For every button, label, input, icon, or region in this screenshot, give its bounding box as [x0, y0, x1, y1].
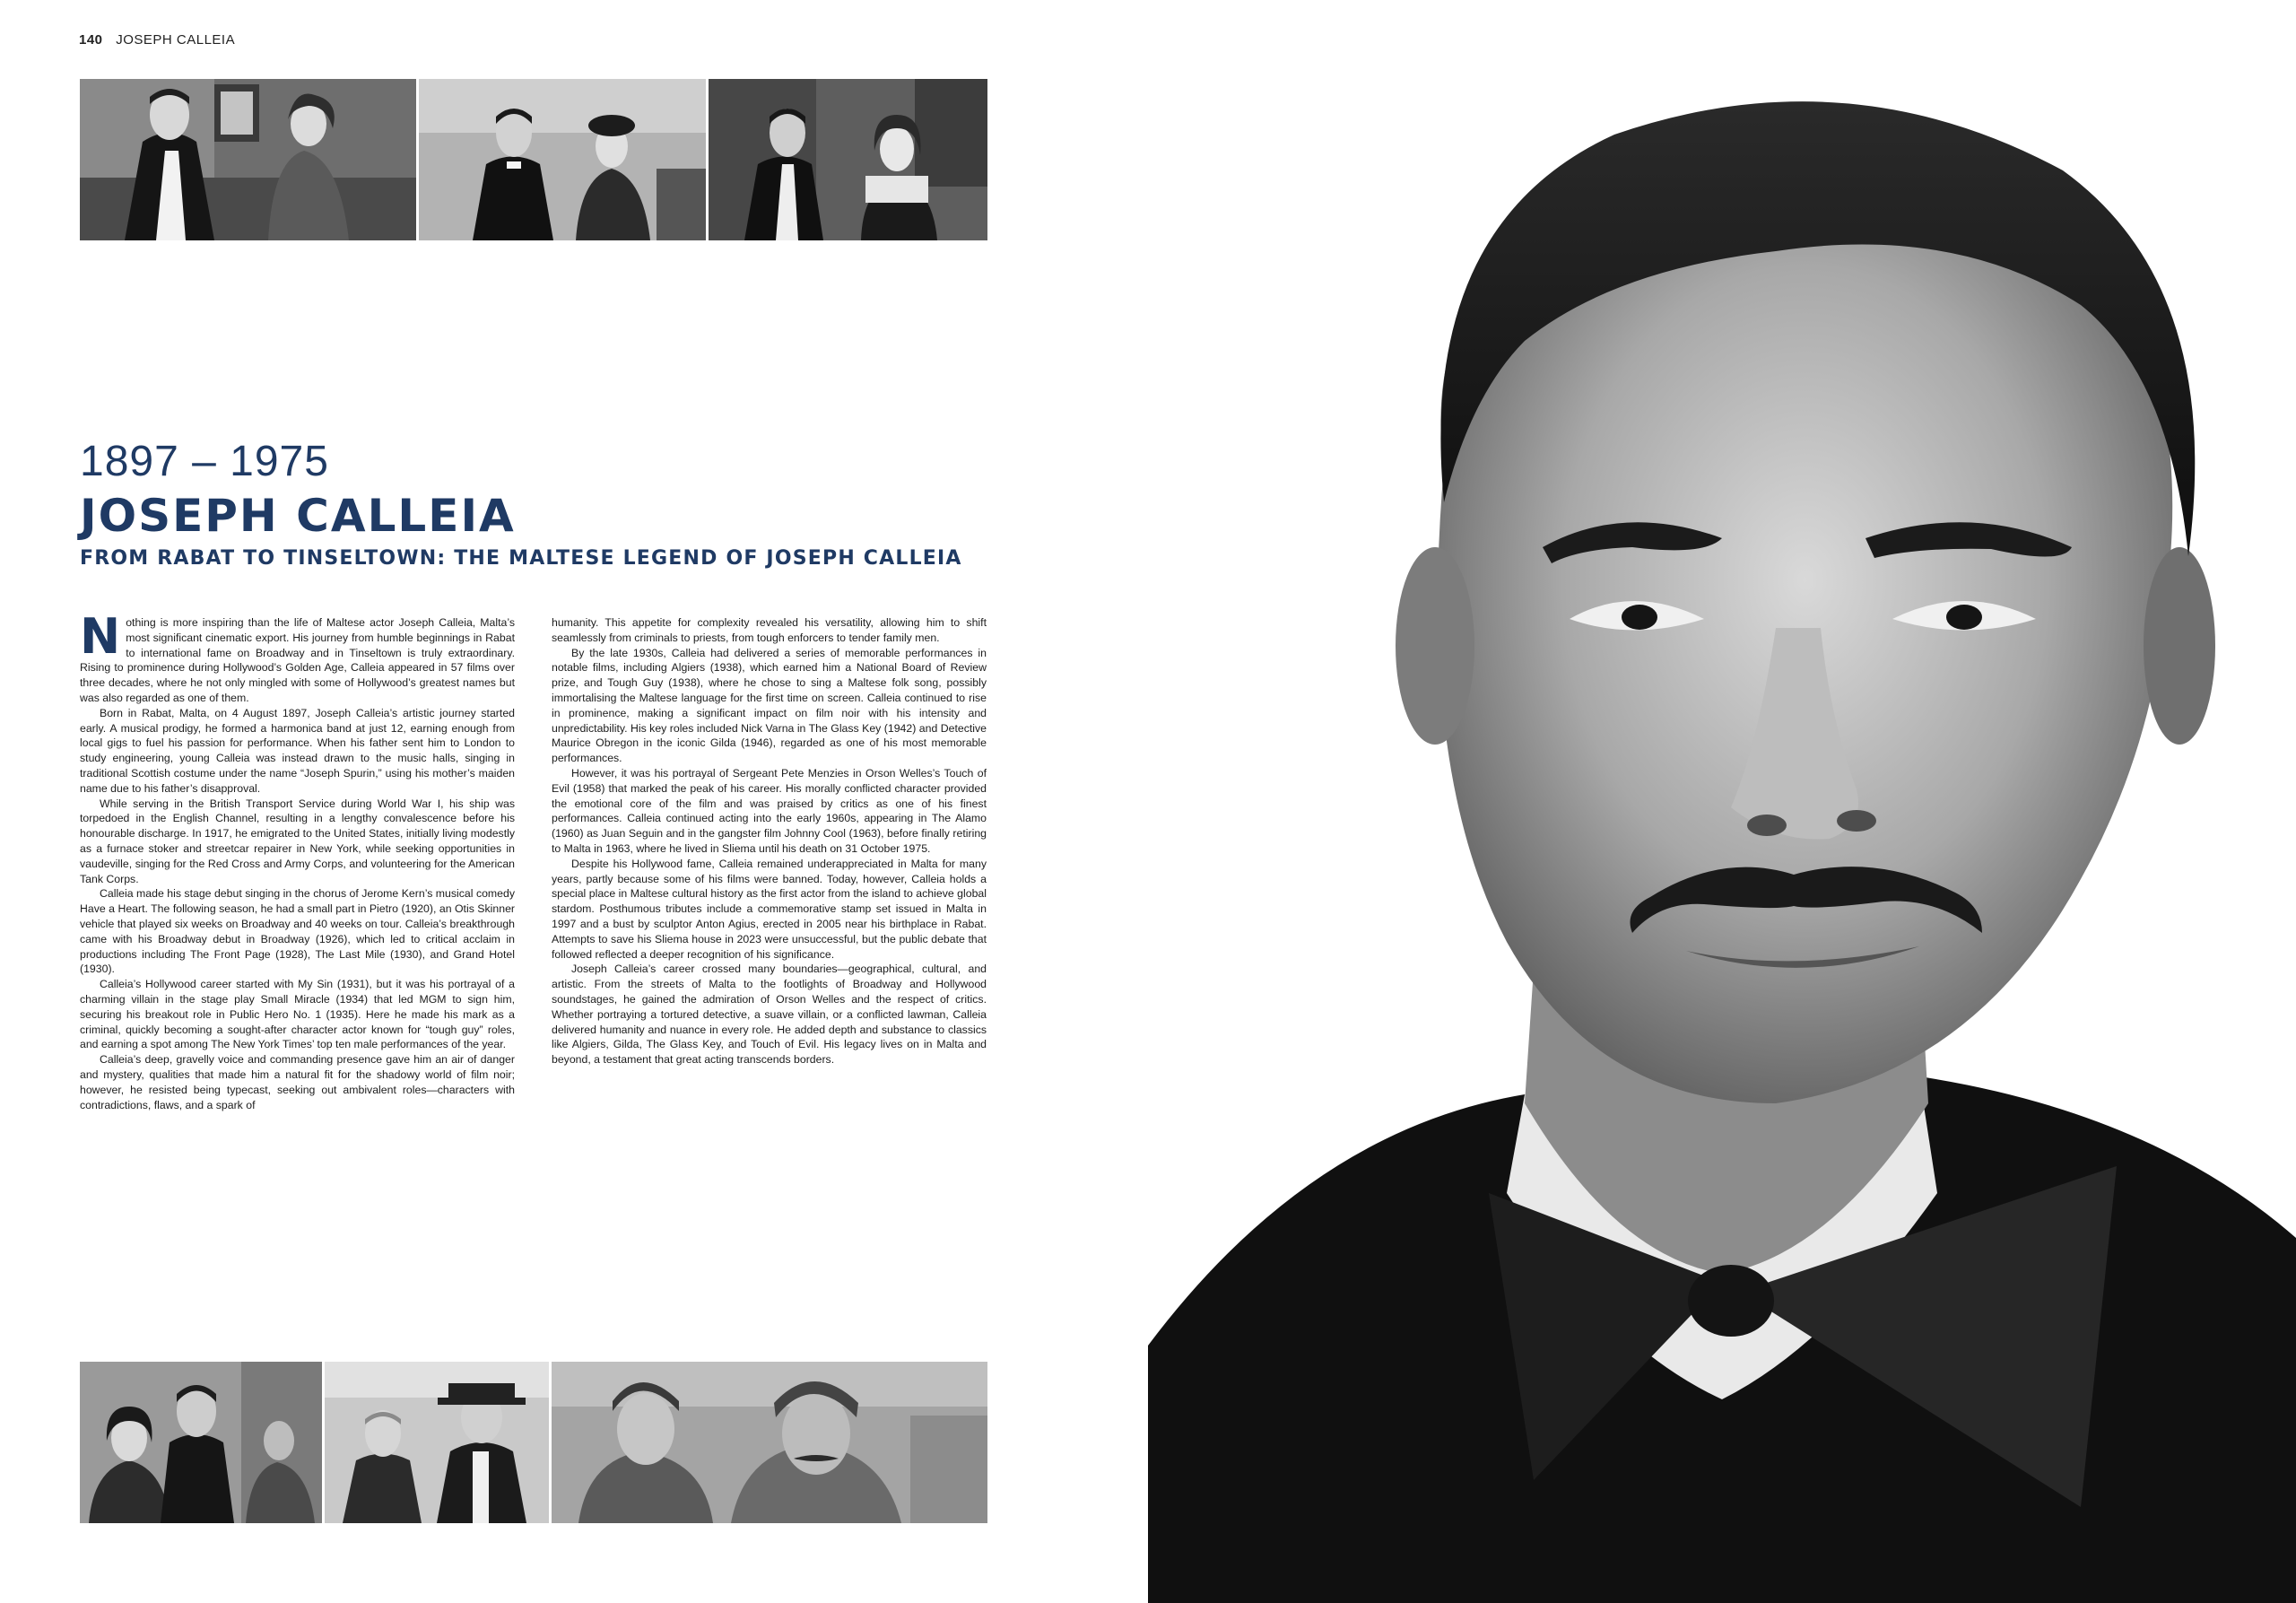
paragraph: However, it was his portrayal of Sergeant Pete Menzies in Orson Welles’s Touch of Evil (1958) that marked the peak of his career. His morally conflicted character provided the emotional core of the film and was praised by critics as one of his finest performances. Calleia continued acting into the early 1960s, appearing in The Alamo (1960) as Juan Seguin and in the gangster film Johnny Cool (1963), before finally retiring to Malta in 1963, where he lived in Sliema until his death on 31 October 1975. — [552, 766, 987, 855]
film-still-priest-woman — [419, 79, 706, 240]
film-still-fedora-men — [325, 1362, 549, 1523]
film-still-tuxedo-couple — [80, 79, 416, 240]
page-number: 140 — [79, 32, 103, 48]
life-years: 1897 – 1975 — [80, 438, 329, 485]
paragraph: Nothing is more inspiring than the life of Maltese actor Joseph Calleia, Malta’s most significant cinematic export. His journey from humble beginnings in Rabat to international fame on Broadway and in Tinseltown is truly extraordinary. Rising to prominence during Hollywood’s Golden Age, Calleia appeared in 57 films over three decades, where he not only mingled with some of Hollywood’s greatest names but was also regarded as one of them. — [80, 608, 515, 704]
film-still-two-men — [552, 1362, 987, 1523]
article-column-left — [80, 608, 515, 1112]
joseph-calleia-portrait — [1148, 0, 2296, 1603]
paragraph: humanity. This appetite for complexity revealed his versatility, allowing him to shift seamlessly from criminals to priests, from tough enforcers to tender family men. — [552, 616, 987, 644]
film-still-evening-gown — [709, 79, 987, 240]
paragraph: Calleia’s deep, gravelly voice and commanding presence gave him an air of danger and mystery, qualities that made him a natural fit for the shadowy world of film noir; however, he resisted being typecast, seeking out ambivalent roles—characters with contradictions, flaws, and a spark of — [80, 1053, 515, 1111]
paragraph: While serving in the British Transport Service during World War I, his ship was torpedoed in the English Channel, resulting in a lengthy convalescence before his honourable discharge. In 1917, he emigrated to the United States, initially living modestly as a furnace stoker and streetcar repairer in New York, while seeking opportunities in vaudeville, singing for the Red Cross and Army Corps, and volunteering for the American Tank Corps. — [80, 797, 515, 885]
article-subtitle: FROM RABAT TO TINSELTOWN: THE MALTESE LEGEND OF JOSEPH CALLEIA — [80, 547, 962, 570]
paragraph: Despite his Hollywood fame, Calleia remained underappreciated in Malta for many years, partly because some of his films were banned. Today, however, Calleia holds a special place in Maltese cultural history as the first actor from the island to achieve global stardom. Posthumous tributes include a commemorative stamp set issued in Malta in 1997 and a bust by sculptor Anton Agius, erected in 2005 near his birthplace in Rabat. Attempts to save his Sliema house in 2023 were unsuccessful, but the public debate that followed reflected a deeper recognition of his significance. — [552, 857, 987, 961]
paragraph: Calleia made his stage debut singing in the chorus of Jerome Kern’s musical comedy Have a Heart. The following season, he had a small part in Pietro (1920), an Otis Skinner vehicle that played six weeks on Broadway and 40 weeks on tour. Calleia’s breakthrough came with his Broadway debut in Broadway (1926), which led to critical acclaim in productions including The Front Page (1928), The Last Mile (1930), and Grand Hotel (1930). — [80, 887, 515, 976]
article-column-right — [552, 615, 987, 1067]
running-header — [79, 32, 235, 48]
paragraph: Born in Rabat, Malta, on 4 August 1897, Joseph Calleia’s artistic journey started early. A musical prodigy, he formed a harmonica band at just 12, earning enough from local gigs to fuel his passion for performance. When his father sent him to London to study engineering, young Calleia was instead drawn to the music halls, singing in traditional Scottish costume under the name “Joseph Spurin,” using his mother’s maiden name due to his father’s disapproval. — [80, 706, 515, 795]
drop-cap: N — [80, 608, 121, 665]
paragraph: Joseph Calleia’s career crossed many boundaries—geographical, cultural, and artistic. From the streets of Malta to the footlights of Broadway and Hollywood soundstages, he gained the admiration of Orson Welles and the respect of critics. Whether portraying a tortured detective, a suave villain, or a conflicted lawman, Calleia delivered humanity and nuance in every role. He added depth and substance to classics like Algiers, Gilda, The Glass Key, and Touch of Evil. His legacy lives on in Malta and beyond, a testament that great acting transcends borders. — [552, 963, 987, 1067]
running-title: JOSEPH CALLEIA — [116, 32, 236, 48]
paragraph: By the late 1930s, Calleia had delivered a series of memorable performances in notable films, including Algiers (1938), which earned him a National Board of Review prize, and Tough Guy (1938), where he chose to sing a Maltese folk song, possibly immortalising the Maltese language for the first time on screen. Calleia continued to rise in prominence, making a significant impact on film noir with his intensity and unpredictability. His key roles included Nick Varna in The Glass Key (1942) and Detective Maurice Obregon in the iconic Gilda (1946), regarded as one of his most memorable performances. — [552, 646, 987, 765]
article-title: JOSEPH CALLEIA — [80, 490, 516, 542]
top-photo-strip — [80, 79, 987, 240]
film-still-trio — [80, 1362, 322, 1523]
paragraph: Calleia’s Hollywood career started with My Sin (1931), but it was his portrayal of a charming villain in the stage play Small Miracle (1934) that led MGM to sign him, securing his breakout role in Public Hero No. 1 (1935). Here he made his mark as a criminal, quickly becoming a sought-after character actor known for “tough guy” roles, and earning a spot among The New York Times’ top ten male performances of the year. — [80, 978, 515, 1051]
bottom-photo-strip — [80, 1362, 987, 1523]
